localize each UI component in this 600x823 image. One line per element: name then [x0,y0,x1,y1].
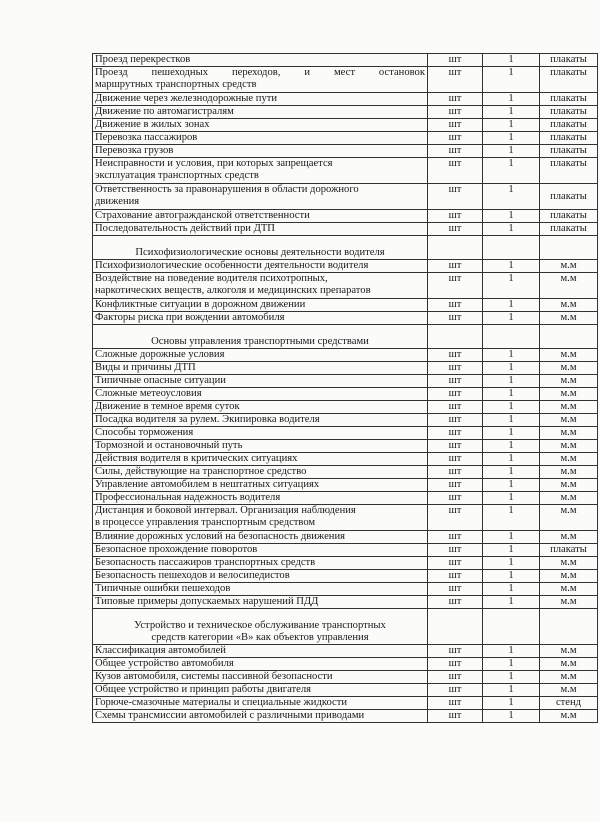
item-name-line: Движение через железнодорожные пути [95,93,278,104]
quantity-cell: 1 [483,479,540,492]
item-name-line: Профессиональная надежность водителя [95,492,281,503]
item-name-line: Движение по автомагистралям [95,106,234,117]
note-cell: плакаты [540,158,598,184]
table-row [93,466,598,479]
note-cell: плакаты [540,93,598,106]
item-name-line: Посадка водителя за рулем. Экипировка водителя [95,414,320,425]
quantity-cell: 1 [483,492,540,505]
table-row [93,505,598,531]
item-name [93,119,428,132]
note-cell: м.м [540,557,598,570]
section-title [93,236,428,260]
quantity-cell: 1 [483,388,540,401]
quantity-cell: 1 [483,414,540,427]
unit-cell: шт [428,312,483,325]
item-name [93,401,428,414]
unit-cell: шт [428,67,483,93]
quantity-cell: 1 [483,93,540,106]
table-row [93,440,598,453]
table-row [93,145,598,158]
unit-cell: шт [428,401,483,414]
table-row [93,596,598,609]
table-row [93,119,598,132]
quantity-cell: 1 [483,401,540,414]
item-name [93,466,428,479]
quantity-cell: 1 [483,645,540,658]
table-row [93,67,598,93]
item-name [93,388,428,401]
item-name-line: Тормозной и остановочный путь [95,440,243,451]
unit-cell: шт [428,54,483,67]
table-row [93,557,598,570]
quantity-cell: 1 [483,505,540,531]
item-name-line: Перевозка пассажиров [95,132,198,143]
unit-cell: шт [428,145,483,158]
table-row [93,54,598,67]
item-name-line: Перевозка грузов [95,145,174,156]
unit-cell: шт [428,645,483,658]
note-cell: м.м [540,375,598,388]
unit-cell: шт [428,557,483,570]
item-name-line: Воздействие на поведение водителя психотропных, [95,273,328,284]
note-cell: плакаты [540,132,598,145]
quantity-cell: 1 [483,158,540,184]
table-row [93,223,598,236]
item-name-line: Кузов автомобиля, системы пассивной безопасности [95,671,333,682]
unit-cell: шт [428,684,483,697]
item-name-line: средств категории «В» как объектов управления [151,632,369,643]
item-name [93,106,428,119]
item-name [93,273,428,299]
equipment-table [92,53,598,723]
table-row [93,349,598,362]
item-name-line: Классификация автомобилей [95,645,226,656]
unit-cell: шт [428,158,483,184]
unit-cell: шт [428,362,483,375]
unit-cell: шт [428,466,483,479]
table-row [93,453,598,466]
quantity-cell [483,325,540,349]
table-row [93,671,598,684]
table-row [93,312,598,325]
item-name-line: Безопасность пешеходов и велосипедистов [95,570,290,581]
note-cell: м.м [540,312,598,325]
item-name-line: Сложные дорожные условия [95,349,225,360]
quantity-cell: 1 [483,106,540,119]
note-cell: м.м [540,362,598,375]
item-name-line: Конфликтные ситуации в дорожном движении [95,299,306,310]
unit-cell: шт [428,671,483,684]
quantity-cell [483,236,540,260]
unit-cell [428,609,483,645]
quantity-cell: 1 [483,375,540,388]
note-cell: плакаты [540,119,598,132]
item-name-line: Сложные метеоусловия [95,388,202,399]
unit-cell: шт [428,427,483,440]
item-name [93,223,428,236]
item-name-line: Психофизиологические основы деятельности водителя [135,247,385,258]
note-cell: м.м [540,684,598,697]
item-name [93,299,428,312]
quantity-cell: 1 [483,544,540,557]
item-name [93,710,428,723]
item-name-line: Дистанция и боковой интервал. Организация наблюдения [95,505,356,516]
table-row [93,93,598,106]
item-name-line: Ответственность за правонарушения в области дорожного [95,184,359,195]
item-name [93,531,428,544]
table-row [93,158,598,184]
item-name [93,645,428,658]
quantity-cell: 1 [483,453,540,466]
unit-cell: шт [428,414,483,427]
item-name [93,145,428,158]
quantity-cell: 1 [483,54,540,67]
table-row [93,273,598,299]
note-cell: плакаты [540,106,598,119]
item-name-line: Горюче-смазочные материалы и специальные жидкости [95,697,348,708]
note-cell: плакаты [540,184,598,210]
note-cell: плакаты [540,544,598,557]
unit-cell: шт [428,505,483,531]
unit-cell: шт [428,453,483,466]
item-name-line: Управление автомобилем в нештатных ситуациях [95,479,320,490]
table-row [93,697,598,710]
item-name [93,671,428,684]
note-cell: м.м [540,583,598,596]
unit-cell: шт [428,531,483,544]
quantity-cell: 1 [483,570,540,583]
item-name-line: маршрутных транспортных средств [95,79,257,90]
note-cell: м.м [540,531,598,544]
note-cell: м.м [540,440,598,453]
note-cell: м.м [540,505,598,531]
item-name [93,557,428,570]
quantity-cell: 1 [483,67,540,93]
quantity-cell: 1 [483,145,540,158]
unit-cell: шт [428,658,483,671]
note-cell: плакаты [540,145,598,158]
unit-cell: шт [428,299,483,312]
note-cell: м.м [540,388,598,401]
item-name-line: Влияние дорожных условий на безопасность движения [95,531,346,542]
table-row [93,658,598,671]
item-name-line: Типичные опасные ситуации [95,375,226,386]
quantity-cell: 1 [483,349,540,362]
item-name-line: Страхование автогражданской ответственности [95,210,310,221]
item-name-line: Неисправности и условия, при которых запрещается [95,158,333,169]
note-cell: плакаты [540,54,598,67]
quantity-cell: 1 [483,658,540,671]
item-name-line: Безопасное прохождение поворотов [95,544,258,555]
item-name-line: Основы управления транспортными средствами [151,336,369,347]
unit-cell: шт [428,375,483,388]
item-name [93,544,428,557]
item-name [93,684,428,697]
unit-cell: шт [428,492,483,505]
note-cell: м.м [540,658,598,671]
note-cell: м.м [540,427,598,440]
table-row [93,492,598,505]
quantity-cell: 1 [483,684,540,697]
item-name [93,440,428,453]
quantity-cell: 1 [483,260,540,273]
table-row [93,184,598,210]
item-name-line: Схемы трансмиссии автомобилей с различными приводами [95,710,365,721]
quantity-cell: 1 [483,210,540,223]
note-cell: плакаты [540,223,598,236]
table-row [93,414,598,427]
unit-cell: шт [428,93,483,106]
note-cell: м.м [540,570,598,583]
quantity-cell: 1 [483,273,540,299]
table-row [93,299,598,312]
item-name-line: Виды и причины ДТП [95,362,196,373]
item-name [93,658,428,671]
table-row [93,375,598,388]
quantity-cell: 1 [483,119,540,132]
unit-cell: шт [428,596,483,609]
quantity-cell: 1 [483,223,540,236]
item-name [93,453,428,466]
quantity-cell: 1 [483,362,540,375]
item-name [93,184,428,210]
note-cell: м.м [540,479,598,492]
item-name-line: в процессе управления транспортным средством [95,517,316,528]
item-name-line: Безопасность пассажиров транспортных средств [95,557,316,568]
unit-cell: шт [428,388,483,401]
item-name-line: Психофизиологические особенности деятельности водителя [95,260,369,271]
table-row [93,427,598,440]
quantity-cell: 1 [483,312,540,325]
item-name-line: Движение в темное время суток [95,401,240,412]
unit-cell: шт [428,570,483,583]
quantity-cell: 1 [483,440,540,453]
note-cell: м.м [540,260,598,273]
note-cell: м.м [540,596,598,609]
quantity-cell: 1 [483,132,540,145]
unit-cell [428,325,483,349]
note-cell: м.м [540,299,598,312]
quantity-cell: 1 [483,466,540,479]
unit-cell: шт [428,349,483,362]
item-name [93,596,428,609]
item-name [93,570,428,583]
item-name-line: Устройство и техническое обслуживание транспортных [134,620,386,631]
note-cell: м.м [540,492,598,505]
note-cell: м.м [540,710,598,723]
unit-cell: шт [428,260,483,273]
quantity-cell: 1 [483,427,540,440]
item-name-line: Типовые примеры допускаемых нарушений ПДД [95,596,319,607]
quantity-cell: 1 [483,710,540,723]
unit-cell: шт [428,106,483,119]
table-row [93,710,598,723]
item-name-line: Движение в жилых зонах [95,119,210,130]
item-name [93,93,428,106]
unit-cell: шт [428,710,483,723]
quantity-cell [483,609,540,645]
table-row [93,645,598,658]
item-name [93,158,428,184]
item-name-line: эксплуатация транспортных средств [95,170,259,181]
item-name-line: Проезд пешеходных переходов, и мест остановок [95,67,425,78]
item-name-line: Проезд перекрестков [95,54,191,65]
note-cell: м.м [540,645,598,658]
unit-cell: шт [428,479,483,492]
unit-cell: шт [428,119,483,132]
unit-cell: шт [428,697,483,710]
unit-cell: шт [428,184,483,210]
unit-cell: шт [428,544,483,557]
table-row [93,531,598,544]
section-header-row [93,609,598,645]
table-row [93,362,598,375]
table-row [93,544,598,557]
table-row [93,479,598,492]
table-row [93,401,598,414]
item-name-line: Силы, действующие на транспортное средство [95,466,307,477]
unit-cell: шт [428,132,483,145]
note-cell: плакаты [540,67,598,93]
table-row [93,260,598,273]
item-name [93,492,428,505]
quantity-cell: 1 [483,596,540,609]
item-name-line: наркотических веществ, алкоголя и медицинских препаратов [95,285,371,296]
note-cell: м.м [540,273,598,299]
item-name [93,260,428,273]
note-cell [540,236,598,260]
table-row [93,583,598,596]
unit-cell: шт [428,440,483,453]
item-name [93,505,428,531]
item-name [93,697,428,710]
note-cell [540,325,598,349]
table-row [93,106,598,119]
item-name [93,414,428,427]
item-name [93,54,428,67]
section-title [93,325,428,349]
note-cell [540,609,598,645]
item-name [93,349,428,362]
note-cell: м.м [540,671,598,684]
table-row [93,388,598,401]
note-cell: стенд [540,697,598,710]
unit-cell: шт [428,210,483,223]
section-header-row [93,236,598,260]
unit-cell: шт [428,583,483,596]
table-row [93,210,598,223]
item-name-line: Способы торможения [95,427,194,438]
unit-cell [428,236,483,260]
quantity-cell: 1 [483,531,540,544]
note-cell: м.м [540,453,598,466]
unit-cell: шт [428,223,483,236]
quantity-cell: 1 [483,557,540,570]
table-row [93,684,598,697]
item-name [93,67,428,93]
section-header-row [93,325,598,349]
quantity-cell: 1 [483,583,540,596]
note-cell: плакаты [540,210,598,223]
item-name-line: Типичные ошибки пешеходов [95,583,231,594]
equipment-table-body [93,54,598,723]
item-name-line: Действия водителя в критических ситуациях [95,453,298,464]
note-cell: м.м [540,466,598,479]
item-name-line: Общее устройство автомобиля [95,658,234,669]
table-row [93,570,598,583]
item-name-line: Факторы риска при вождении автомобиля [95,312,285,323]
section-title [93,609,428,645]
item-name [93,312,428,325]
quantity-cell: 1 [483,671,540,684]
note-cell: м.м [540,414,598,427]
item-name-line: движения [95,196,140,207]
item-name-line: Общее устройство и принцип работы двигателя [95,684,312,695]
quantity-cell: 1 [483,697,540,710]
item-name [93,362,428,375]
unit-cell: шт [428,273,483,299]
quantity-cell: 1 [483,184,540,210]
quantity-cell: 1 [483,299,540,312]
item-name [93,583,428,596]
item-name-line: Последовательность действий при ДТП [95,223,275,234]
item-name [93,427,428,440]
note-cell: м.м [540,401,598,414]
note-cell: м.м [540,349,598,362]
item-name [93,375,428,388]
item-name [93,132,428,145]
item-name [93,210,428,223]
table-row [93,132,598,145]
item-name [93,479,428,492]
